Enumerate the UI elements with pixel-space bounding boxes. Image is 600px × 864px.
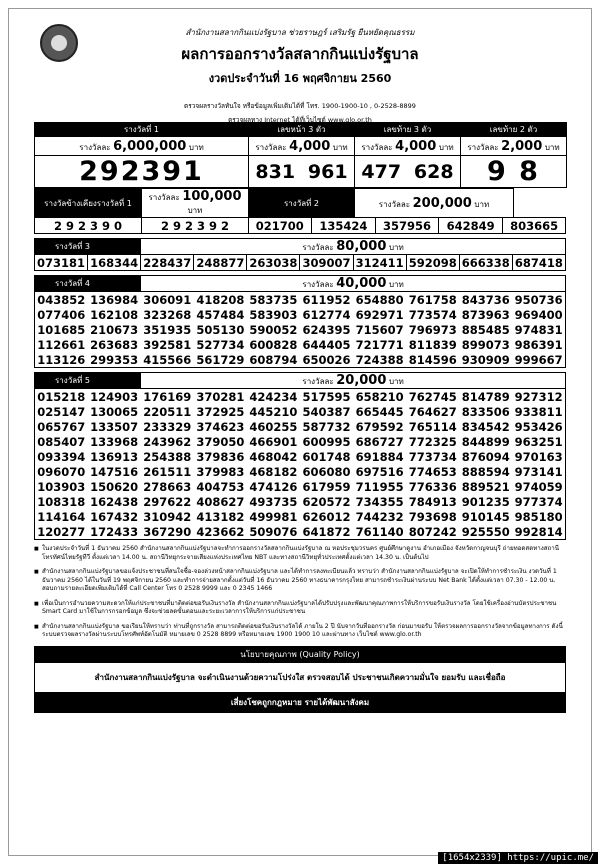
fourth-number: 644405	[302, 337, 351, 352]
fifth-number: 772325	[408, 434, 457, 449]
fifth-number: 774653	[408, 464, 457, 479]
fourth-number: 263683	[90, 337, 139, 352]
third-number: 263038	[247, 255, 300, 271]
top-prizes	[34, 122, 567, 188]
second-label: รางวัลที่ 2	[249, 189, 355, 218]
fifth-number: 172433	[90, 524, 139, 539]
last3-numbers: 477 628	[355, 156, 461, 188]
fourth-number: 899073	[461, 337, 510, 352]
fifth-number: 133507	[90, 419, 139, 434]
page-title: ผลการออกรางวัลสลากกินแบ่งรัฐบาล	[181, 45, 419, 63]
fourth-prize-amount: รางวัลละ 40,000 บาท	[141, 276, 566, 292]
fourth-number: 351935	[143, 322, 192, 337]
fifth-number: 493735	[249, 494, 298, 509]
fifth-number: 243962	[143, 434, 192, 449]
front3-numbers: 831 961	[249, 156, 355, 188]
fifth-number: 925550	[461, 524, 510, 539]
fifth-number: 970163	[514, 449, 563, 464]
fourth-number: 843736	[461, 292, 510, 307]
fourth-number: 761758	[408, 292, 457, 307]
fifth-number: 466901	[249, 434, 298, 449]
fourth-number: 612774	[302, 307, 351, 322]
note: ■ สำนักงานสลากกินแบ่งรัฐบาล ขอเรียนให้ทราบว่า ท่านที่ถูกรางวัล สามารถติดต่อขอรับเงินรางวัลได้ ภายใน 2 ปี นับจากวันที่ออกรางวัล ก่อนมาขอรับ ให้ตรวจผลการออกรางวัลจากข้อมูลทางการ ดังนี้ ระบบตรวจผลรางวัลผ่านระบบโทรศัพท์อัตโนมัติ หมายเลข 0 2528 8899 หรือหมายเลข 1900 1900 10 และผ่านทาง เว็บไซต์ www.glo.or.th	[34, 623, 566, 640]
fourth-number: 974831	[514, 322, 563, 337]
fourth-number: 561729	[196, 352, 245, 367]
note: ■ สำนักงานสลากกินแบ่งรัฐบาลขอแจ้งประชาชนที่สนใจซื้อ-จองล่วงหน้าสลากกินแบ่งรัฐบาล และได้ทำการลงทะเบียนแล้ว ทราบว่า สำนักงานสลากกินแบ่งรัฐบาล จะเปิดให้ทำการชำระเงิน งวดวันที่ 1 ธันวาคม 2560 ได้ในวันที่ 19 พฤศจิกายน 2560 และทำการจ่ายสลากตั้งแต่วันที่ 16 ธันวาคม 2560 ทางธนาคารกรุงไทย สามารถชำระเงินผ่านระบบ Net Bank ได้ตั้งแต่เวลา 07.30 - 12.00 น. สอบถามรายละเอียดเพิ่มเติมได้ที่ Call Center โทร 0 2528 9999 และ 0 2345 1466	[34, 568, 566, 594]
fifth-prize-amount: รางวัลละ 20,000 บาท	[141, 373, 566, 389]
fourth-number: 112661	[37, 337, 86, 352]
fifth-number: 765114	[408, 419, 457, 434]
fourth-number: 136984	[90, 292, 139, 307]
fifth-number: 445210	[249, 404, 298, 419]
fourth-number: 624395	[302, 322, 351, 337]
fourth-grid	[34, 292, 566, 368]
fourth-number: 715607	[355, 322, 404, 337]
third-prize	[34, 238, 566, 271]
fifth-number: 367290	[143, 524, 192, 539]
fifth-number: 762745	[408, 389, 457, 404]
fifth-number: 372925	[196, 404, 245, 419]
fourth-number: 811839	[408, 337, 457, 352]
fifth-number: 374623	[196, 419, 245, 434]
watermark: [1654x2339] https://upic.me/	[438, 852, 598, 864]
fifth-number: 408627	[196, 494, 245, 509]
fifth-number: 744232	[355, 509, 404, 524]
fifth-number: 600995	[302, 434, 351, 449]
fifth-number: 910145	[461, 509, 510, 524]
fourth-number: 583735	[249, 292, 298, 307]
fifth-number: 974059	[514, 479, 563, 494]
third-number: 592098	[406, 255, 459, 271]
fourth-number: 043852	[37, 292, 86, 307]
fifth-number: 889521	[461, 479, 510, 494]
fourth-number: 077406	[37, 307, 86, 322]
third-label: รางวัลที่ 3	[35, 239, 141, 255]
fifth-number: 888594	[461, 464, 510, 479]
fifth-number: 977374	[514, 494, 563, 509]
fifth-number: 424234	[249, 389, 298, 404]
front3-prize: รางวัลละ 4,000 บาท	[249, 137, 355, 156]
fourth-prize	[34, 275, 566, 292]
fifth-number: 220511	[143, 404, 192, 419]
note: ■ ในงวดประจำวันที่ 1 ธันวาคม 2560 สำนักงานสลากกินแบ่งรัฐบาลจะทำการออกรางวัลสลากกินแบ่งรัฐบาล ณ หอประชุมวรนคร ศูนย์ศึกษาดูงาน อำเภอเมือง จังหวัดกาญจนบุรี ถ่ายทอดสดทางสถานีโทรทัศน์ไทยรัฐทีวี ตั้งแต่เวลา 14.00 น. สถานีวิทยุกระจายเสียงแห่งประเทศไทย NBT และทางสถานีวิทยุทั่วประเทศตั้งแต่เวลา 14.30 น. เป็นต้นไป	[34, 545, 566, 562]
fifth-number: 379050	[196, 434, 245, 449]
fourth-number: 650026	[302, 352, 351, 367]
fourth-number: 590052	[249, 322, 298, 337]
fifth-number: 423662	[196, 524, 245, 539]
slogan: เสี่ยงโชคถูกกฎหมาย รายได้พัฒนาสังคม	[34, 692, 566, 713]
fifth-number: 065767	[37, 419, 86, 434]
fifth-number: 793698	[408, 509, 457, 524]
fifth-number: 814789	[461, 389, 510, 404]
web-info: ตรวจผลทาง Internet ได้ที่เว็บไซต์ www.glo.or.th	[228, 116, 372, 124]
fifth-number: 776336	[408, 479, 457, 494]
fourth-number: 721771	[355, 337, 404, 352]
fifth-number: 844899	[461, 434, 510, 449]
fifth-number: 691884	[355, 449, 404, 464]
fifth-number: 254388	[143, 449, 192, 464]
fifth-number: 025147	[37, 404, 86, 419]
fifth-number: 150620	[90, 479, 139, 494]
draw-date: งวดประจำวันที่ 16 พฤศจิกายน 2560	[208, 72, 392, 85]
fifth-number: 587732	[302, 419, 351, 434]
fifth-prize	[34, 372, 566, 389]
fourth-number: 796973	[408, 322, 457, 337]
policy-text: สำนักงานสลากกินแบ่งรัฐบาล จะดำเนินงานด้วยความโปร่งใส ตรวจสอบได้ ประชาชนเกิดความมั่นใจ ยอมรับ และเชื่อถือ	[34, 663, 566, 692]
fifth-number: 876094	[461, 449, 510, 464]
third-prize-amount: รางวัลละ 80,000 บาท	[141, 239, 566, 255]
near-number: 2 9 2 3 9 0	[35, 218, 142, 234]
fifth-number: 985180	[514, 509, 563, 524]
fourth-number: 505130	[196, 322, 245, 337]
fourth-number: 323268	[143, 307, 192, 322]
third-number: 312411	[353, 255, 406, 271]
fifth-number: 963251	[514, 434, 563, 449]
fifth-number: 626012	[302, 509, 351, 524]
fourth-number: 950736	[514, 292, 563, 307]
fifth-number: 620572	[302, 494, 351, 509]
policy-title: นโยบายคุณภาพ (Quality Policy)	[34, 646, 566, 663]
fourth-number: 654880	[355, 292, 404, 307]
fourth-number: 162108	[90, 307, 139, 322]
fifth-number: 509076	[249, 524, 298, 539]
last3-prize: รางวัลละ 4,000 บาท	[355, 137, 461, 156]
fifth-number: 162438	[90, 494, 139, 509]
fifth-label: รางวัลที่ 5	[35, 373, 141, 389]
fourth-number: 999667	[514, 352, 563, 367]
fourth-number: 930909	[461, 352, 510, 367]
fifth-number: 641872	[302, 524, 351, 539]
fifth-number: 108318	[37, 494, 86, 509]
fifth-number: 711955	[355, 479, 404, 494]
fourth-number: 210673	[90, 322, 139, 337]
fifth-number: 734355	[355, 494, 404, 509]
fifth-number: 679592	[355, 419, 404, 434]
fourth-number: 692971	[355, 307, 404, 322]
fourth-number: 814596	[408, 352, 457, 367]
fifth-grid	[34, 389, 566, 540]
near-label: รางวัลข้างเคียงรางวัลที่ 1	[35, 189, 142, 218]
phone-info: ตรวจผลรางวัลทันใจ หรือข้อมูลเพิ่มเติมได้ที่ โทร. 1900-1900-10 , 0-2528-8899	[184, 102, 416, 110]
fourth-number: 986391	[514, 337, 563, 352]
third-number: 309007	[300, 255, 353, 271]
fifth-number: 927312	[514, 389, 563, 404]
fourth-number: 392581	[143, 337, 192, 352]
last2-label: เลขท้าย 2 ตัว	[461, 123, 567, 137]
front3-label: เลขหน้า 3 ตัว	[249, 123, 355, 137]
last2-number: 9 8	[461, 156, 567, 188]
fifth-number: 130065	[90, 404, 139, 419]
last3-label: เลขท้าย 3 ตัว	[355, 123, 461, 137]
fifth-number: 379836	[196, 449, 245, 464]
near-number: 2 9 2 3 9 2	[142, 218, 249, 234]
fifth-number: 278663	[143, 479, 192, 494]
fourth-number: 101685	[37, 322, 86, 337]
near-prize: รางวัลละ 100,000 บาท	[142, 189, 249, 218]
fifth-number: 992814	[514, 524, 563, 539]
fourth-number: 600828	[249, 337, 298, 352]
fifth-number: 686727	[355, 434, 404, 449]
fifth-number: 133968	[90, 434, 139, 449]
fourth-number: 113126	[37, 352, 86, 367]
fifth-number: 085407	[37, 434, 86, 449]
first-prize: รางวัลละ 6,000,000 บาท	[35, 137, 249, 156]
fourth-number: 969400	[514, 307, 563, 322]
fourth-number: 583903	[249, 307, 298, 322]
fifth-number: 136913	[90, 449, 139, 464]
fifth-number: 834542	[461, 419, 510, 434]
fifth-number: 933811	[514, 404, 563, 419]
fourth-number: 527734	[196, 337, 245, 352]
second-number: 021700	[248, 218, 312, 234]
fifth-number: 147516	[90, 464, 139, 479]
fifth-number: 176169	[143, 389, 192, 404]
fifth-number: 468182	[249, 464, 298, 479]
fifth-number: 807242	[408, 524, 457, 539]
fifth-number: 606080	[302, 464, 351, 479]
fourth-number: 457484	[196, 307, 245, 322]
fourth-number: 608794	[249, 352, 298, 367]
fifth-number: 773734	[408, 449, 457, 464]
first-number: 292391	[35, 156, 249, 188]
fifth-number: 784913	[408, 494, 457, 509]
fifth-number: 233329	[143, 419, 192, 434]
fourth-number: 415566	[143, 352, 192, 367]
first-label: รางวัลที่ 1	[35, 123, 249, 137]
fifth-number: 093394	[37, 449, 86, 464]
fifth-number: 379983	[196, 464, 245, 479]
fifth-number: 499981	[249, 509, 298, 524]
third-number: 073181	[35, 255, 88, 271]
fourth-number: 418208	[196, 292, 245, 307]
third-number: 168344	[88, 255, 141, 271]
fifth-number: 697516	[355, 464, 404, 479]
fourth-number: 885485	[461, 322, 510, 337]
fifth-number: 761140	[355, 524, 404, 539]
second-prize: รางวัลละ 200,000 บาท	[355, 189, 514, 218]
notes	[34, 545, 566, 640]
second-number: 135424	[312, 218, 376, 234]
fifth-number: 297622	[143, 494, 192, 509]
second-number: 357956	[375, 218, 439, 234]
fifth-number: 468042	[249, 449, 298, 464]
fifth-number: 167432	[90, 509, 139, 524]
fourth-label: รางวัลที่ 4	[35, 276, 141, 292]
second-number: 803665	[502, 218, 566, 234]
fifth-number: 517595	[302, 389, 351, 404]
fifth-number: 096070	[37, 464, 86, 479]
fourth-number: 873963	[461, 307, 510, 322]
third-number: 687418	[512, 255, 565, 271]
fifth-number: 973141	[514, 464, 563, 479]
glo-seal-icon	[40, 24, 78, 62]
third-number: 248877	[194, 255, 247, 271]
header	[34, 18, 566, 122]
fifth-number: 124903	[90, 389, 139, 404]
fifth-number: 764627	[408, 404, 457, 419]
fifth-number: 665445	[355, 404, 404, 419]
fifth-number: 413182	[196, 509, 245, 524]
note: ■ เพื่อเป็นการอำนวยความสะดวกให้แก่ประชาชนที่มาติดต่อขอรับเงินรางวัล สำนักงานสลากกินแบ่งรัฐบาลได้ปรับปรุงและพัฒนาคุณภาพการให้บริการขอรับเงินรางวัล โดยใช้เครื่องอ่านบัตรประชาชน Smart Card มาใช้ในการกรอกข้อมูล ซึ่งจะช่วยลดขั้นตอนและระยะเวลาการให้บริการแก่ประชาชน	[34, 600, 566, 617]
fifth-number: 103903	[37, 479, 86, 494]
fifth-number: 460255	[249, 419, 298, 434]
org-line: สำนักงานสลากกินแบ่งรัฐบาล ช่วยราษฎร์ เสริมรัฐ ยืนหยัดคุณธรรม	[185, 28, 415, 37]
fifth-number: 261511	[143, 464, 192, 479]
fifth-number: 015218	[37, 389, 86, 404]
third-number: 666338	[459, 255, 512, 271]
fourth-number: 773574	[408, 307, 457, 322]
fifth-number: 310942	[143, 509, 192, 524]
fourth-number: 299353	[90, 352, 139, 367]
fifth-number: 540387	[302, 404, 351, 419]
fifth-number: 901235	[461, 494, 510, 509]
fifth-number: 114164	[37, 509, 86, 524]
third-number: 228437	[141, 255, 194, 271]
fourth-number: 611952	[302, 292, 351, 307]
fifth-number: 658210	[355, 389, 404, 404]
fourth-number: 306091	[143, 292, 192, 307]
lottery-sheet	[34, 18, 566, 713]
fifth-number: 833506	[461, 404, 510, 419]
fifth-number: 370281	[196, 389, 245, 404]
last2-prize: รางวัลละ 2,000 บาท	[461, 137, 567, 156]
fifth-number: 617959	[302, 479, 351, 494]
fifth-number: 953426	[514, 419, 563, 434]
fourth-number: 724388	[355, 352, 404, 367]
fifth-number: 120277	[37, 524, 86, 539]
second-number: 642849	[439, 218, 503, 234]
fifth-number: 404753	[196, 479, 245, 494]
fifth-number: 601748	[302, 449, 351, 464]
fifth-number: 474126	[249, 479, 298, 494]
